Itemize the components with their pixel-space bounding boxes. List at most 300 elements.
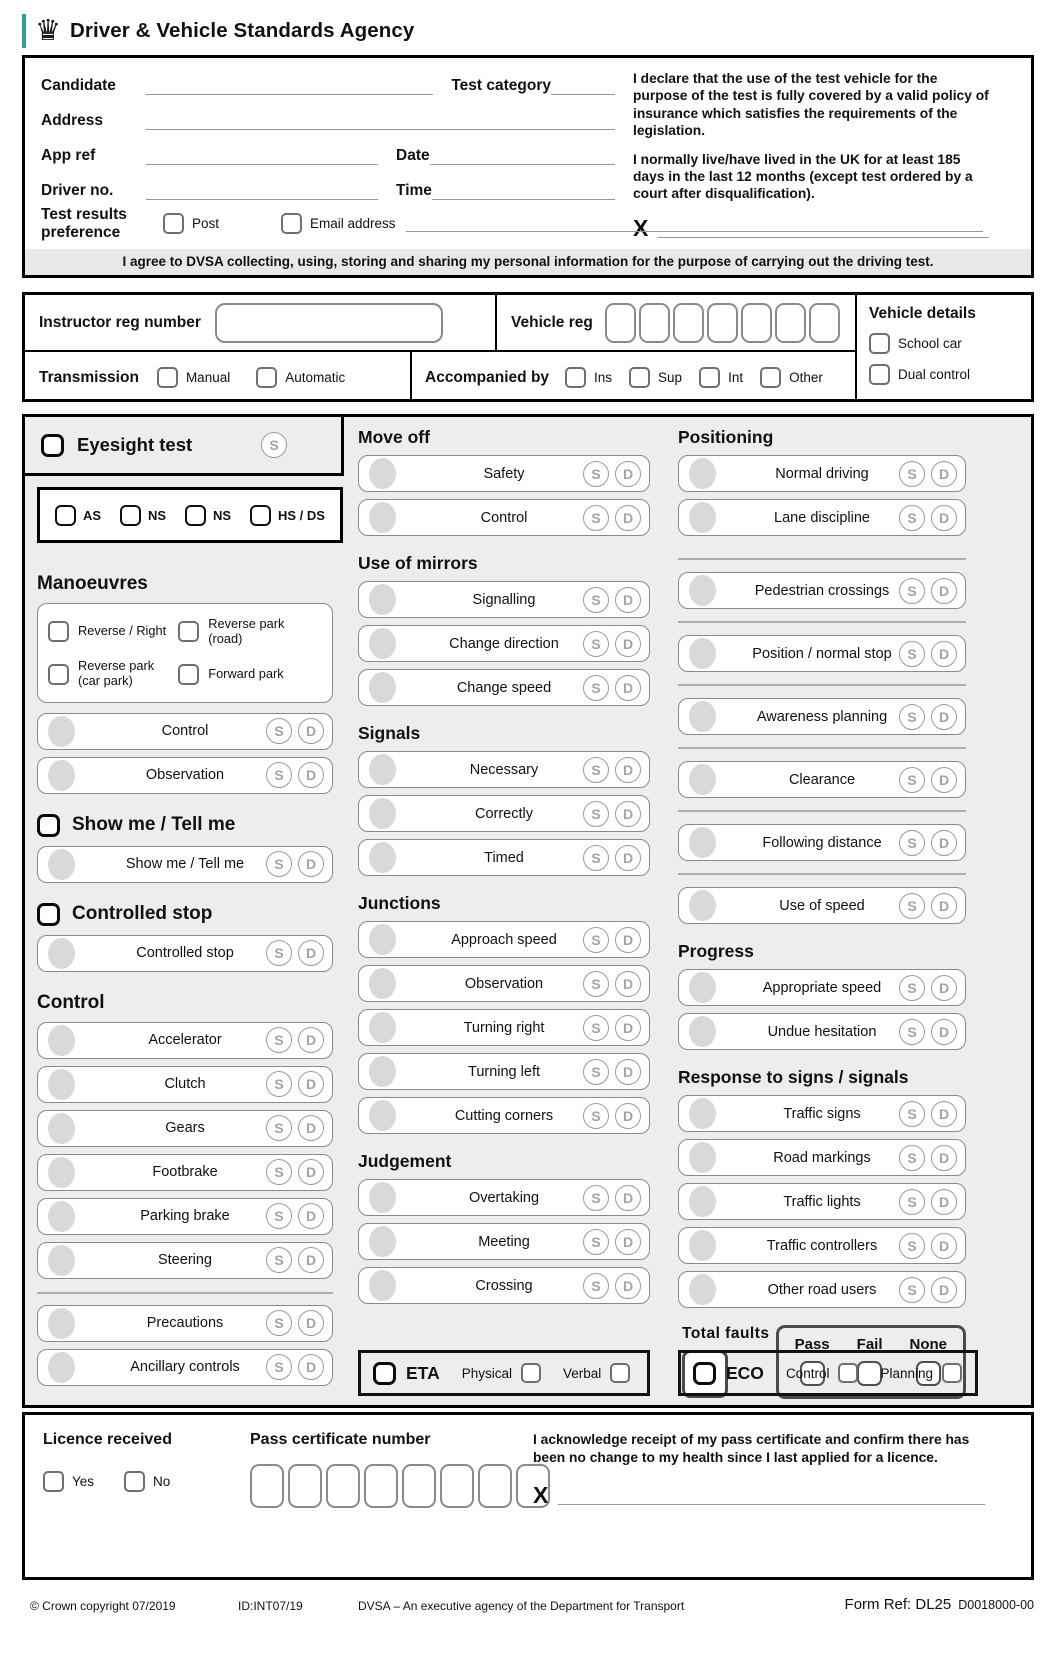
dangerous-fault-circle[interactable]: D: [931, 1233, 957, 1259]
option-checkbox[interactable]: [256, 367, 277, 388]
fault-row: [678, 698, 966, 735]
severity-group: [583, 631, 641, 657]
severity-group: [583, 1273, 641, 1299]
address-input-line[interactable]: [146, 114, 615, 130]
dangerous-fault-circle[interactable]: D: [298, 718, 324, 744]
section-heading: Positioning: [678, 427, 774, 447]
serious-fault-circle[interactable]: S: [583, 587, 609, 613]
option-checkbox[interactable]: [869, 364, 890, 385]
agency-title: Driver & Vehicle Standards Agency: [70, 19, 415, 42]
serious-fault-circle[interactable]: S: [899, 505, 925, 531]
checkbox-option: [120, 505, 166, 526]
fault-label: Observation: [145, 767, 225, 784]
fault-row: [678, 761, 966, 798]
serious-fault-circle[interactable]: S: [899, 1145, 925, 1171]
address-row: [41, 109, 615, 130]
doc-code-text: D0018000-00: [958, 1598, 1034, 1612]
severity-group: [899, 1277, 957, 1303]
section: [678, 553, 966, 924]
test-results-preference-label: Test results preference: [41, 206, 127, 241]
driver-no-input-line[interactable]: [146, 184, 378, 200]
serious-fault-circle[interactable]: S: [583, 971, 609, 997]
severity-group: [583, 461, 641, 487]
fault-label: Position / normal stop: [752, 645, 892, 662]
eta-box: [358, 1350, 650, 1396]
serious-fault-circle[interactable]: S: [899, 1019, 925, 1045]
checkbox-option: [43, 1471, 94, 1492]
section-heading: Junctions: [358, 893, 441, 913]
dangerous-fault-circle[interactable]: D: [298, 1310, 324, 1336]
serious-fault-circle[interactable]: S: [583, 1015, 609, 1041]
severity-group: [266, 718, 324, 744]
serious-fault-circle[interactable]: S: [266, 1203, 292, 1229]
option-checkbox[interactable]: [43, 1471, 64, 1492]
serious-fault-circle[interactable]: S: [583, 1185, 609, 1211]
eco-checkbox[interactable]: [693, 1362, 716, 1385]
section: [678, 1067, 966, 1308]
fault-row: [37, 935, 333, 972]
fault-label: Accelerator: [148, 1032, 222, 1049]
email-option: [281, 213, 396, 234]
section-heading: Use of mirrors: [358, 553, 478, 573]
fault-row: [37, 757, 333, 794]
control-heading: Control: [37, 991, 105, 1013]
option-checkbox[interactable]: [124, 1471, 145, 1492]
fault-row: [678, 887, 966, 924]
serious-fault-circle[interactable]: S: [583, 461, 609, 487]
character-cell[interactable]: [402, 1464, 436, 1508]
fault-label: Clearance: [788, 771, 856, 788]
option-label: Int: [728, 370, 744, 385]
email-address-input-line[interactable]: [406, 216, 983, 232]
dangerous-fault-circle[interactable]: D: [931, 641, 957, 667]
fault-label: Other road users: [767, 1281, 877, 1298]
fault-label: Ancillary controls: [130, 1359, 240, 1376]
option-checkbox[interactable]: [120, 505, 141, 526]
licence-received-label: Licence received: [43, 1431, 172, 1448]
dangerous-fault-circle[interactable]: D: [931, 505, 957, 531]
dangerous-fault-circle[interactable]: D: [931, 1019, 957, 1045]
fault-label: Use of speed: [779, 897, 865, 914]
severity-group: [899, 704, 957, 730]
severity-group: [266, 1115, 324, 1141]
section-heading: Judgement: [358, 1151, 452, 1171]
fault-label: Turning left: [468, 1063, 540, 1080]
severity-group: [583, 675, 641, 701]
serious-fault-circle[interactable]: S: [583, 1059, 609, 1085]
serious-fault-circle[interactable]: S: [266, 1027, 292, 1053]
manoeuvre-rows: [37, 713, 333, 794]
candidate-fields: [41, 74, 615, 214]
serious-fault-circle[interactable]: S: [899, 1189, 925, 1215]
serious-fault-circle[interactable]: S: [266, 851, 292, 877]
pass-certificate-cells: [250, 1464, 550, 1508]
option-checkbox[interactable]: [157, 367, 178, 388]
severity-group: [583, 587, 641, 613]
option-checkbox[interactable]: [760, 367, 781, 388]
character-cell[interactable]: [326, 1464, 360, 1508]
option-label: Ins: [594, 370, 613, 385]
severity-group: [583, 1059, 641, 1085]
serious-fault-circle[interactable]: S: [266, 940, 292, 966]
dangerous-fault-circle[interactable]: D: [298, 1115, 324, 1141]
fault-label: Awareness planning: [756, 708, 888, 725]
fault-row: [358, 581, 650, 618]
serious-fault-circle[interactable]: S: [583, 757, 609, 783]
fault-label: Precautions: [146, 1315, 224, 1332]
severity-group: [899, 893, 957, 919]
serious-fault-circle[interactable]: S: [583, 1273, 609, 1299]
fault-label: Normal driving: [775, 465, 869, 482]
dangerous-fault-circle[interactable]: D: [298, 1071, 324, 1097]
option-label: Automatic: [285, 370, 346, 385]
dangerous-fault-circle[interactable]: D: [615, 801, 641, 827]
fault-label: Necessary: [469, 761, 539, 778]
option-checkbox[interactable]: [869, 333, 890, 354]
eco-box: [678, 1350, 978, 1396]
driver-no-label: Driver no.: [41, 182, 114, 199]
dangerous-fault-circle[interactable]: D: [615, 927, 641, 953]
fault-label: Controlled stop: [136, 945, 234, 962]
option-checkbox[interactable]: [250, 505, 271, 526]
fault-label: Overtaking: [468, 1189, 540, 1206]
controlled-stop-rows: [37, 935, 333, 972]
serious-fault-circle[interactable]: S: [899, 893, 925, 919]
dangerous-fault-circle[interactable]: D: [931, 1101, 957, 1127]
serious-fault-circle[interactable]: S: [266, 1310, 292, 1336]
option-label: Yes: [72, 1474, 95, 1489]
dangerous-fault-circle[interactable]: D: [931, 1277, 957, 1303]
eta-checkbox[interactable]: [373, 1362, 396, 1385]
severity-group: [899, 1101, 957, 1127]
dangerous-fault-circle[interactable]: D: [615, 1015, 641, 1041]
fault-row: [678, 1095, 966, 1132]
dangerous-fault-circle[interactable]: D: [615, 587, 641, 613]
checkbox-option: [869, 333, 976, 354]
instructor-reg-label: Instructor reg number: [39, 313, 201, 331]
severity-group: [266, 1354, 324, 1380]
fault-row: [358, 751, 650, 788]
severity-group: [583, 1185, 641, 1211]
section-rows: [678, 455, 966, 536]
app-ref-label: App ref: [41, 147, 96, 164]
serious-fault-circle[interactable]: S: [583, 801, 609, 827]
serious-fault-circle[interactable]: S: [583, 675, 609, 701]
character-cell[interactable]: [673, 303, 704, 343]
dangerous-fault-circle[interactable]: D: [298, 762, 324, 788]
candidate-row: [41, 74, 615, 95]
dangerous-fault-circle[interactable]: D: [298, 940, 324, 966]
fault-row: [358, 1179, 650, 1216]
fault-label: Safety: [483, 465, 525, 482]
section-rows: [678, 553, 966, 924]
section-heading: Progress: [678, 941, 754, 961]
fault-row: [358, 669, 650, 706]
control-rows: [37, 1022, 333, 1279]
dangerous-fault-circle[interactable]: D: [615, 845, 641, 871]
eyesight-test-label: Eyesight test: [77, 434, 193, 455]
fault-row: [678, 499, 966, 536]
fault-label: Pedestrian crossings: [754, 582, 890, 599]
option-checkbox[interactable]: [942, 1363, 962, 1383]
checkbox-option: [157, 367, 230, 388]
dangerous-fault-circle[interactable]: D: [931, 578, 957, 604]
dangerous-fault-circle[interactable]: D: [931, 1145, 957, 1171]
option-checkbox[interactable]: [838, 1363, 858, 1383]
fault-label: Crossing: [475, 1277, 533, 1294]
dangerous-fault-circle[interactable]: D: [615, 505, 641, 531]
serious-fault-circle[interactable]: S: [583, 505, 609, 531]
dangerous-fault-circle[interactable]: D: [298, 851, 324, 877]
serious-fault-circle[interactable]: S: [583, 1103, 609, 1129]
vehicle-reg-cells: [605, 303, 840, 343]
fault-label: Gears: [165, 1120, 205, 1137]
dangerous-fault-circle[interactable]: D: [931, 975, 957, 1001]
option-label: Other: [789, 370, 823, 385]
section-rows: [358, 455, 650, 536]
character-cell[interactable]: [707, 303, 738, 343]
dangerous-fault-circle[interactable]: D: [615, 675, 641, 701]
instructor-reg-cell: [39, 295, 495, 350]
checkbox-option: [178, 659, 322, 688]
fault-row: [678, 635, 966, 672]
serious-fault-circle[interactable]: S: [266, 718, 292, 744]
dangerous-fault-circle[interactable]: D: [615, 971, 641, 997]
fault-row: [678, 1271, 966, 1308]
character-cell[interactable]: [250, 1464, 284, 1508]
option-label: Dual control: [898, 367, 971, 382]
show-me-checkbox[interactable]: [37, 814, 60, 837]
controlled-stop-checkbox[interactable]: [37, 903, 60, 926]
serious-fault-circle[interactable]: S: [261, 432, 287, 458]
severity-group: [899, 767, 957, 793]
fault-row: [678, 1013, 966, 1050]
fault-row: [37, 1154, 333, 1191]
serious-fault-circle[interactable]: S: [899, 641, 925, 667]
vehicle-details-options: [869, 333, 976, 385]
severity-group: [899, 830, 957, 856]
character-cell[interactable]: [741, 303, 772, 343]
checkbox-option: [48, 617, 172, 646]
option-label: NS: [213, 507, 232, 523]
fault-label: Observation: [464, 975, 544, 992]
character-cell[interactable]: [364, 1464, 398, 1508]
severity-group: [899, 578, 957, 604]
severity-group: [583, 971, 641, 997]
severity-group: [899, 1019, 957, 1045]
option-label: Pass: [794, 1336, 830, 1353]
section-heading: Signals: [358, 723, 421, 743]
test-category-input-line[interactable]: [551, 79, 615, 95]
instructor-reg-input[interactable]: [215, 303, 443, 343]
fault-row: [678, 1227, 966, 1264]
serious-fault-circle[interactable]: S: [899, 1233, 925, 1259]
serious-fault-circle[interactable]: S: [899, 1277, 925, 1303]
option-checkbox[interactable]: [178, 664, 199, 685]
dangerous-fault-circle[interactable]: D: [931, 461, 957, 487]
fault-row: [358, 1053, 650, 1090]
severity-group: [583, 757, 641, 783]
option-label: Fail: [856, 1336, 883, 1353]
show-me-header: [37, 814, 333, 837]
option-checkbox[interactable]: [48, 664, 69, 685]
dangerous-fault-circle[interactable]: D: [931, 767, 957, 793]
vehicle-details-label: Vehicle details: [869, 305, 976, 322]
option-checkbox[interactable]: [699, 367, 720, 388]
fault-row: [37, 1349, 333, 1386]
character-cell[interactable]: [775, 303, 806, 343]
dangerous-fault-circle[interactable]: D: [931, 830, 957, 856]
character-cell[interactable]: [639, 303, 670, 343]
fault-label: Show me / Tell me: [125, 856, 245, 873]
serious-fault-circle[interactable]: S: [266, 1354, 292, 1380]
option-label: Forward park: [208, 665, 284, 681]
character-cell[interactable]: [478, 1464, 512, 1508]
dangerous-fault-circle[interactable]: D: [615, 461, 641, 487]
character-cell[interactable]: [809, 303, 840, 343]
serious-fault-circle[interactable]: S: [266, 1115, 292, 1141]
copyright-text: © Crown copyright 07/2019: [30, 1599, 176, 1613]
transmission-cell: [39, 350, 345, 405]
serious-fault-circle[interactable]: S: [899, 578, 925, 604]
option-checkbox[interactable]: [48, 621, 69, 642]
row-divider: [678, 873, 966, 875]
address-label: Address: [41, 112, 104, 129]
section: [358, 553, 650, 706]
dangerous-fault-circle[interactable]: D: [298, 1203, 324, 1229]
receipt-signature-row: [533, 1481, 985, 1508]
serious-fault-circle[interactable]: S: [583, 631, 609, 657]
fault-row: [358, 1267, 650, 1304]
email-label: Email address: [310, 216, 396, 232]
crown-logo-icon: ♛: [35, 15, 61, 47]
serious-fault-circle[interactable]: S: [899, 461, 925, 487]
serious-fault-circle[interactable]: S: [899, 767, 925, 793]
serious-fault-circle[interactable]: S: [899, 1101, 925, 1127]
app-ref-input-line[interactable]: [146, 149, 378, 165]
section: [678, 941, 966, 1050]
dangerous-fault-circle[interactable]: D: [615, 1273, 641, 1299]
serious-fault-circle[interactable]: S: [266, 762, 292, 788]
post-option: [163, 213, 219, 234]
pass-certificate-group: [250, 1431, 550, 1508]
section-rows: [358, 1179, 650, 1304]
serious-fault-circle[interactable]: S: [583, 845, 609, 871]
severity-group: [899, 461, 957, 487]
serious-fault-circle[interactable]: S: [266, 1247, 292, 1273]
licence-received-options: [43, 1471, 172, 1492]
fault-row: [358, 1223, 650, 1260]
fault-row: [358, 625, 650, 662]
fault-row: [358, 965, 650, 1002]
serious-fault-circle[interactable]: S: [266, 1071, 292, 1097]
dangerous-fault-circle[interactable]: D: [615, 1059, 641, 1085]
dangerous-fault-circle[interactable]: D: [298, 1247, 324, 1273]
option-checkbox[interactable]: [629, 367, 650, 388]
option-label: None: [909, 1336, 947, 1353]
date-input-line[interactable]: [430, 149, 615, 165]
control-extra-rows: [37, 1305, 333, 1386]
section-rows: [678, 969, 966, 1050]
column-left: [37, 557, 333, 1386]
dangerous-fault-circle[interactable]: D: [931, 893, 957, 919]
eta-label: ETA: [406, 1362, 440, 1383]
acknowledgement-text: I acknowledge receipt of my pass certificate and confirm there has been no change to my health since I last applied for a licence.: [533, 1432, 970, 1465]
accent-bar: [22, 14, 26, 48]
email-checkbox[interactable]: [281, 213, 302, 234]
checkbox-option: [786, 1363, 859, 1383]
post-checkbox[interactable]: [163, 213, 184, 234]
serious-fault-circle[interactable]: S: [583, 927, 609, 953]
agency-header: [22, 13, 414, 49]
dangerous-fault-circle[interactable]: D: [615, 757, 641, 783]
date-label: Date: [396, 147, 430, 164]
option-checkbox[interactable]: [610, 1363, 630, 1383]
serious-fault-circle[interactable]: S: [266, 1159, 292, 1185]
dangerous-fault-circle[interactable]: D: [931, 704, 957, 730]
eyesight-test-checkbox[interactable]: [41, 434, 64, 457]
section-rows: [678, 1095, 966, 1308]
character-cell[interactable]: [605, 303, 636, 343]
serious-fault-circle[interactable]: S: [899, 830, 925, 856]
section: [678, 427, 966, 536]
fault-label: Steering: [157, 1252, 212, 1269]
fault-label: Approach speed: [451, 931, 557, 948]
dangerous-fault-circle[interactable]: D: [615, 1103, 641, 1129]
dangerous-fault-circle[interactable]: D: [615, 1185, 641, 1211]
option-checkbox[interactable]: [521, 1363, 541, 1383]
right-sections: [678, 427, 966, 1308]
dangerous-fault-circle[interactable]: D: [298, 1354, 324, 1380]
data-agreement-strip: I agree to DVSA collecting, using, storing and sharing my personal information for the purpose of carrying out the driving test.: [25, 249, 1031, 275]
serious-fault-circle[interactable]: S: [583, 1229, 609, 1255]
severity-group: [899, 641, 957, 667]
dangerous-fault-circle[interactable]: D: [615, 1229, 641, 1255]
receipt-signature-line[interactable]: [558, 1489, 985, 1505]
candidate-input-line[interactable]: [146, 79, 433, 95]
dangerous-fault-circle[interactable]: D: [615, 631, 641, 657]
fault-label: Turning right: [463, 1019, 545, 1036]
controlled-stop-header: [37, 903, 333, 926]
option-checkbox[interactable]: [178, 621, 199, 642]
licence-codes-box: [37, 487, 343, 543]
character-cell[interactable]: [288, 1464, 322, 1508]
dangerous-fault-circle[interactable]: D: [931, 1189, 957, 1215]
serious-fault-circle[interactable]: S: [899, 704, 925, 730]
dangerous-fault-circle[interactable]: D: [298, 1027, 324, 1053]
section-rows: [358, 751, 650, 876]
licence-received-group: [43, 1431, 172, 1492]
pass-certificate-label: Pass certificate number: [250, 1431, 431, 1448]
serious-fault-circle[interactable]: S: [899, 975, 925, 1001]
option-checkbox[interactable]: [55, 505, 76, 526]
fault-row: [37, 1066, 333, 1103]
character-cell[interactable]: [440, 1464, 474, 1508]
option-label: Reverse park (road): [208, 616, 285, 646]
time-label: Time: [396, 182, 432, 199]
fault-row: [358, 839, 650, 876]
option-checkbox[interactable]: [565, 367, 586, 388]
fault-label: Meeting: [478, 1233, 530, 1250]
section: [358, 723, 650, 876]
dangerous-fault-circle[interactable]: D: [298, 1159, 324, 1185]
time-input-line[interactable]: [432, 184, 615, 200]
checkbox-option: [869, 364, 976, 385]
fault-row: [358, 921, 650, 958]
fault-row: [678, 824, 966, 861]
option-checkbox[interactable]: [185, 505, 206, 526]
accompanied-by-label: Accompanied by: [425, 368, 550, 386]
